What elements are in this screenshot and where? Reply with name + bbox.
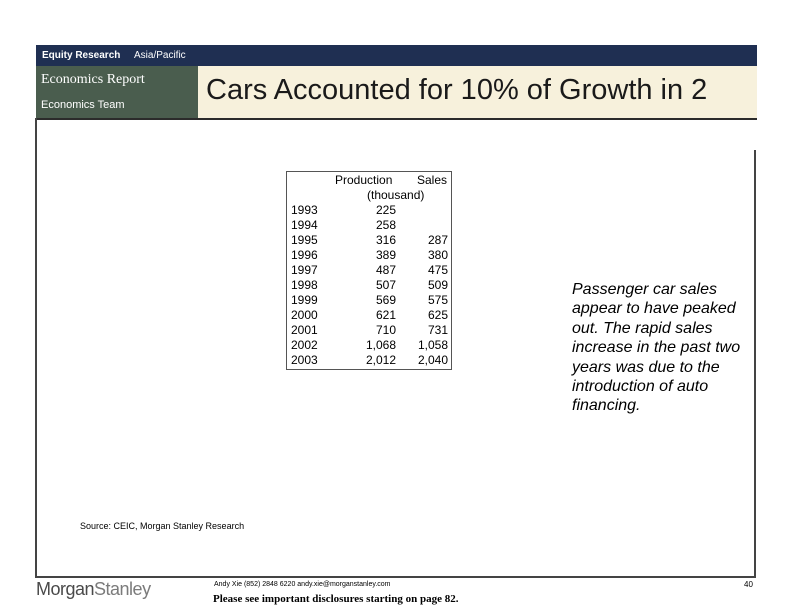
table-row xyxy=(287,248,451,263)
title-box xyxy=(198,66,757,118)
row-sales: 287 xyxy=(427,233,448,247)
header-sales: Sales xyxy=(417,173,448,187)
row-sales: 1,058 xyxy=(417,338,448,352)
row-year: 2002 xyxy=(291,338,318,352)
bottom-border xyxy=(36,576,756,578)
row-year: 2000 xyxy=(291,308,318,322)
top-bar xyxy=(36,45,757,66)
row-sales: 731 xyxy=(427,323,448,337)
row-sales: 625 xyxy=(427,308,448,322)
left-border xyxy=(35,118,37,578)
table-row xyxy=(287,263,451,278)
row-year: 1998 xyxy=(291,278,318,292)
report-type: Economics Report xyxy=(41,72,145,87)
header-divider xyxy=(36,118,757,120)
report-info-panel xyxy=(36,66,198,118)
row-production: 389 xyxy=(375,248,396,262)
row-production: 1,068 xyxy=(365,338,396,352)
row-production: 569 xyxy=(375,293,396,307)
right-border xyxy=(754,150,756,578)
morgan-stanley-logo xyxy=(36,579,151,600)
source-note: Source: CEIC, Morgan Stanley Research xyxy=(80,521,245,531)
row-year: 1996 xyxy=(291,248,318,262)
header-unit: (thousand) xyxy=(367,188,425,202)
row-year: 1999 xyxy=(291,293,318,307)
table-row xyxy=(287,338,451,353)
row-year: 1994 xyxy=(291,218,318,232)
table-row xyxy=(287,203,451,218)
row-sales: 380 xyxy=(427,248,448,262)
table-row xyxy=(287,353,451,368)
row-production: 258 xyxy=(375,218,396,232)
table-row xyxy=(287,278,451,293)
header-production: Production xyxy=(335,173,393,187)
analyst-contact: Andy Xie (852) 2848 6220 andy.xie@morganstanley.com xyxy=(214,581,391,588)
row-production: 710 xyxy=(375,323,396,337)
row-year: 2001 xyxy=(291,323,318,337)
section-label: Equity Research xyxy=(42,50,121,61)
car-data-table xyxy=(286,171,452,370)
region-label: Asia/Pacific xyxy=(134,50,186,61)
table-row xyxy=(287,308,451,323)
row-production: 507 xyxy=(375,278,396,292)
row-production: 487 xyxy=(375,263,396,277)
row-production: 316 xyxy=(375,233,396,247)
row-year: 1993 xyxy=(291,203,318,217)
row-year: 1995 xyxy=(291,233,318,247)
table-row xyxy=(287,218,451,233)
row-year: 2003 xyxy=(291,353,318,367)
row-production: 225 xyxy=(375,203,396,217)
row-production: 2,012 xyxy=(365,353,396,367)
page-number: 40 xyxy=(744,580,753,589)
table-row xyxy=(287,293,451,308)
disclosure-note: Please see important disclosures starting on page 82. xyxy=(213,593,459,605)
commentary-note: Passenger car sales appear to have peaked out. The rapid sales increase in the past two years was due to the introduction of auto financing. xyxy=(572,281,741,415)
logo-part-morgan: Morgan xyxy=(36,579,95,599)
logo-part-stanley: Stanley xyxy=(94,579,151,599)
row-production: 621 xyxy=(375,308,396,322)
table-row xyxy=(287,233,451,248)
table-row xyxy=(287,323,451,338)
row-sales: 575 xyxy=(427,293,448,307)
row-sales: 509 xyxy=(427,278,448,292)
row-year: 1997 xyxy=(291,263,318,277)
row-sales: 475 xyxy=(427,263,448,277)
row-sales: 2,040 xyxy=(417,353,448,367)
page-title: Cars Accounted for 10% of Growth in 2 xyxy=(206,74,708,106)
team-name: Economics Team xyxy=(41,99,125,111)
